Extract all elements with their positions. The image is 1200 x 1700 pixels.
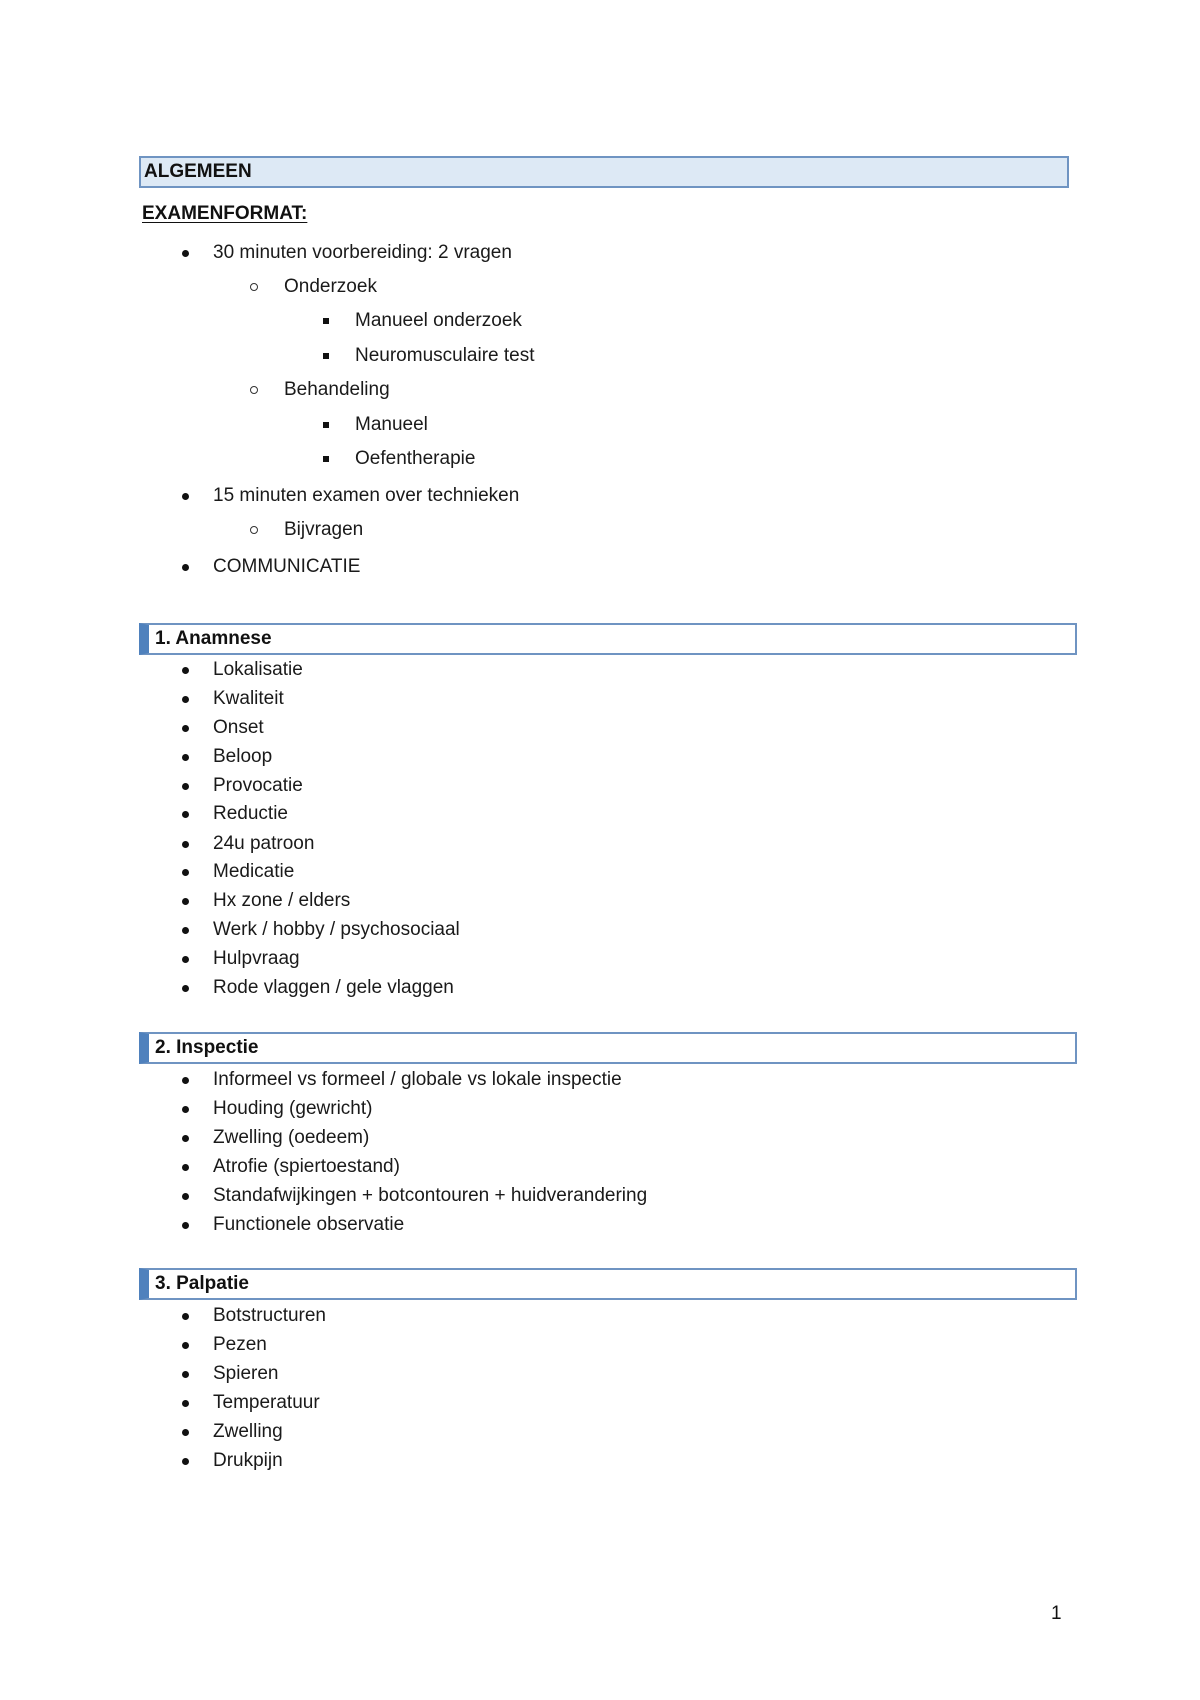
bullet-disc-icon bbox=[182, 1077, 189, 1084]
list-item bbox=[213, 802, 288, 826]
list-item-text: Bijvragen bbox=[284, 519, 364, 540]
list-item-text: Werk / hobby / psychosociaal bbox=[213, 919, 460, 940]
bullet-disc-icon bbox=[182, 1400, 189, 1407]
exam-format-subheading: EXAMENFORMAT: bbox=[142, 203, 308, 224]
list-item-text: Beloop bbox=[213, 746, 273, 767]
bullet-disc-icon bbox=[182, 667, 189, 674]
list-item bbox=[213, 658, 303, 682]
list-item bbox=[213, 1304, 326, 1328]
list-item-text: Onderzoek bbox=[284, 276, 377, 297]
list-item-text: Zwelling bbox=[213, 1421, 283, 1442]
bullet-disc-icon bbox=[182, 841, 189, 848]
list-item bbox=[213, 832, 314, 856]
list-item-text: Behandeling bbox=[284, 379, 390, 400]
list-item bbox=[213, 1333, 267, 1357]
bullet-disc-icon bbox=[182, 927, 189, 934]
list-item-text: Neuromusculaire test bbox=[355, 345, 535, 366]
bullet-square-icon bbox=[323, 456, 329, 462]
list-item-text: Manueel bbox=[355, 414, 428, 435]
list-item-text: Provocatie bbox=[213, 775, 303, 796]
bullet-square-icon bbox=[323, 422, 329, 428]
bullet-disc-icon bbox=[182, 898, 189, 905]
bullet-disc-icon bbox=[182, 754, 189, 761]
list-item-text: Medicatie bbox=[213, 861, 295, 882]
list-item bbox=[213, 1126, 369, 1150]
list-item-text: Rode vlaggen / gele vlaggen bbox=[213, 977, 454, 998]
list-item bbox=[355, 309, 522, 333]
bullet-disc-icon bbox=[182, 725, 189, 732]
list-item bbox=[213, 976, 454, 1000]
list-item bbox=[213, 1155, 400, 1179]
list-item-text: Hx zone / elders bbox=[213, 890, 351, 911]
list-item bbox=[284, 518, 363, 542]
list-item bbox=[213, 947, 300, 971]
list-item-text: 30 minuten voorbereiding: 2 vragen bbox=[213, 242, 512, 263]
bullet-disc-icon bbox=[182, 956, 189, 963]
bullet-circle-icon bbox=[250, 283, 258, 291]
list-item-text: Hulpvraag bbox=[213, 948, 300, 969]
list-item bbox=[213, 484, 519, 508]
list-item-text: Drukpijn bbox=[213, 1450, 283, 1471]
list-item-text: Spieren bbox=[213, 1363, 279, 1384]
section-heading-palpatie: 3. Palpatie bbox=[139, 1268, 1077, 1300]
bullet-disc-icon bbox=[182, 1222, 189, 1229]
bullet-circle-icon bbox=[250, 526, 258, 534]
list-item bbox=[213, 1362, 279, 1386]
list-item bbox=[284, 275, 377, 299]
list-item bbox=[213, 1391, 320, 1415]
list-item bbox=[355, 344, 535, 368]
list-item bbox=[213, 1449, 283, 1473]
list-item-text: Onset bbox=[213, 717, 264, 738]
bullet-disc-icon bbox=[182, 1106, 189, 1113]
bullet-disc-icon bbox=[182, 985, 189, 992]
list-item-text: 15 minuten examen over technieken bbox=[213, 485, 520, 506]
list-item-text: Reductie bbox=[213, 803, 288, 824]
section-heading-inspectie: 2. Inspectie bbox=[139, 1032, 1077, 1064]
list-item-text: Kwaliteit bbox=[213, 688, 284, 709]
bullet-disc-icon bbox=[182, 493, 189, 500]
list-item bbox=[213, 1097, 372, 1121]
list-item-text: 24u patroon bbox=[213, 833, 315, 854]
list-item-text: Atrofie (spiertoestand) bbox=[213, 1156, 400, 1177]
list-item bbox=[213, 860, 294, 884]
bullet-disc-icon bbox=[182, 250, 189, 257]
bullet-circle-icon bbox=[250, 386, 258, 394]
list-item bbox=[213, 1213, 404, 1237]
bullet-disc-icon bbox=[182, 1429, 189, 1436]
list-item bbox=[213, 774, 303, 798]
bullet-disc-icon bbox=[182, 696, 189, 703]
list-item bbox=[213, 555, 360, 579]
list-item-text: Oefentherapie bbox=[355, 448, 476, 469]
list-item bbox=[213, 745, 272, 769]
list-item bbox=[213, 687, 284, 711]
bullet-disc-icon bbox=[182, 1135, 189, 1142]
bullet-disc-icon bbox=[182, 1371, 189, 1378]
list-item bbox=[213, 241, 512, 265]
list-item-text: Lokalisatie bbox=[213, 659, 303, 680]
list-item-text: Pezen bbox=[213, 1334, 267, 1355]
list-item-text: Standafwijkingen + botcontouren + huidverandering bbox=[213, 1185, 648, 1206]
list-item-text: Manueel onderzoek bbox=[355, 310, 522, 331]
list-item bbox=[213, 1184, 647, 1208]
section-heading-algemeen: ALGEMEEN bbox=[139, 156, 1069, 188]
list-item bbox=[284, 378, 390, 402]
bullet-disc-icon bbox=[182, 564, 189, 571]
bullet-disc-icon bbox=[182, 1313, 189, 1320]
list-item-text: Houding (gewricht) bbox=[213, 1098, 373, 1119]
list-item bbox=[213, 1420, 283, 1444]
list-item-text: COMMUNICATIE bbox=[213, 556, 361, 577]
bullet-disc-icon bbox=[182, 869, 189, 876]
list-item bbox=[355, 413, 428, 437]
bullet-disc-icon bbox=[182, 1164, 189, 1171]
bullet-square-icon bbox=[323, 353, 329, 359]
list-item-text: Zwelling (oedeem) bbox=[213, 1127, 370, 1148]
bullet-disc-icon bbox=[182, 1458, 189, 1465]
list-item bbox=[213, 918, 460, 942]
bullet-disc-icon bbox=[182, 783, 189, 790]
list-item-text: Temperatuur bbox=[213, 1392, 320, 1413]
list-item-text: Functionele observatie bbox=[213, 1214, 405, 1235]
list-item bbox=[213, 716, 264, 740]
bullet-square-icon bbox=[323, 318, 329, 324]
list-item-text: Botstructuren bbox=[213, 1305, 326, 1326]
section-heading-anamnese: 1. Anamnese bbox=[139, 623, 1077, 655]
list-item bbox=[355, 447, 475, 471]
bullet-disc-icon bbox=[182, 811, 189, 818]
list-item-text: Informeel vs formeel / globale vs lokale inspectie bbox=[213, 1069, 622, 1090]
bullet-disc-icon bbox=[182, 1342, 189, 1349]
list-item bbox=[213, 889, 350, 913]
list-item bbox=[213, 1068, 622, 1092]
bullet-disc-icon bbox=[182, 1193, 189, 1200]
page-number: 1 bbox=[1051, 1603, 1062, 1624]
